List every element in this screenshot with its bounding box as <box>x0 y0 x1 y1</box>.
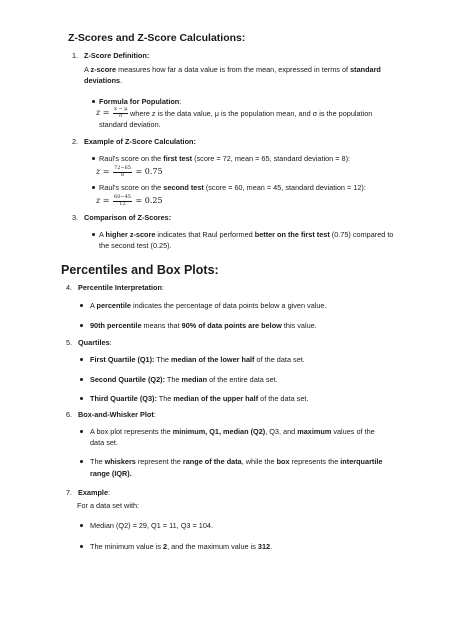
comparison-text-line2: the second test (0.25). <box>99 241 172 250</box>
item-1-heading <box>72 50 149 61</box>
item-3-heading: 3. Comparison of Z-Scores: <box>72 213 172 222</box>
item-6-heading: 6. Box-and-Whisker Plot: <box>66 410 156 419</box>
boxplot-text: A box plot represents the minimum, Q1, median (Q2), Q3, and maximum values of the <box>90 427 375 436</box>
bullet-dot <box>80 460 83 463</box>
formula-explanation-line2: standard deviation. <box>99 120 161 129</box>
zscore-definition-text: A z-score measures how far a data value is from the mean, expressed in terms of standard <box>84 65 381 74</box>
bullet-dot <box>80 430 83 433</box>
bullet-dot <box>80 378 83 381</box>
item-4-heading: 4. Percentile Interpretation: <box>66 283 164 292</box>
example-quartiles: Median (Q2) = 29, Q1 = 11, Q3 = 104. <box>90 521 213 530</box>
item-7-heading: 7. Example: <box>66 488 111 497</box>
first-test-text: Raul's score on the first test (score = 72, mean = 65, standard deviation = 8): <box>99 154 351 163</box>
bullet-dot <box>80 304 83 307</box>
population-formula: z = $\frac{x - \mu}{\sigma}$ <box>96 106 128 119</box>
bullet-dot <box>92 233 95 236</box>
example-intro: For a data set with: <box>77 501 140 510</box>
formula-explanation: where z is the data value, μ is the population mean, and σ is the population <box>130 109 373 118</box>
example-min-max: The minimum value is 2, and the maximum value is 312. <box>90 542 273 551</box>
q3-text: Third Quartile (Q3): The median of the upper half of the data set. <box>90 394 309 403</box>
bullet-dot <box>80 324 83 327</box>
whiskers-text: The whiskers represent the range of the data, while the box represents the interquartile <box>90 457 383 466</box>
item-2-heading: 2. Example of Z-Score Calculation: <box>72 137 196 146</box>
second-test-equation: z = $\frac{60-45}{12}$ = 0.25 <box>96 194 163 207</box>
bullet-dot <box>80 397 83 400</box>
item-5-heading: 5. Quartiles: <box>66 338 112 347</box>
second-test-text: Raul's score on the second test (score = 60, mean = 45, standard deviation = 12): <box>99 183 366 192</box>
bullet-dot <box>80 358 83 361</box>
percentile-text: A percentile indicates the percentage of data points below a given value. <box>90 301 327 310</box>
bullet-dot <box>80 545 83 548</box>
q2-text: Second Quartile (Q2): The median of the entire data set. <box>90 375 278 384</box>
boxplot-text-line2: data set. <box>90 438 118 447</box>
first-test-equation: z = $\frac{72-65}{8}$ = 0.75 <box>96 165 163 178</box>
section-title-percentiles: Percentiles and Box Plots: <box>61 263 219 277</box>
ninetieth-percentile-text: 90th percentile means that 90% of data points are below this value. <box>90 321 317 330</box>
comparison-text: A higher z-score indicates that Raul performed better on the first test (0.75) compared to <box>99 230 394 239</box>
item-number: 1. <box>72 51 79 60</box>
zscore-definition-text-line2: deviations. <box>84 76 123 85</box>
q1-text: First Quartile (Q1): The median of the lower half of the data set. <box>90 355 305 364</box>
bullet-dot <box>92 100 95 103</box>
bullet-dot <box>92 157 95 160</box>
item-heading-text: Z-Score Definition: <box>84 51 150 60</box>
whiskers-text-line2: range (IQR). <box>90 469 132 478</box>
bullet-dot <box>80 524 83 527</box>
section-title-z-scores: Z-Scores and Z-Score Calculations: <box>68 32 246 44</box>
formula-heading: Formula for Population: <box>99 97 182 106</box>
bullet-dot <box>92 186 95 189</box>
